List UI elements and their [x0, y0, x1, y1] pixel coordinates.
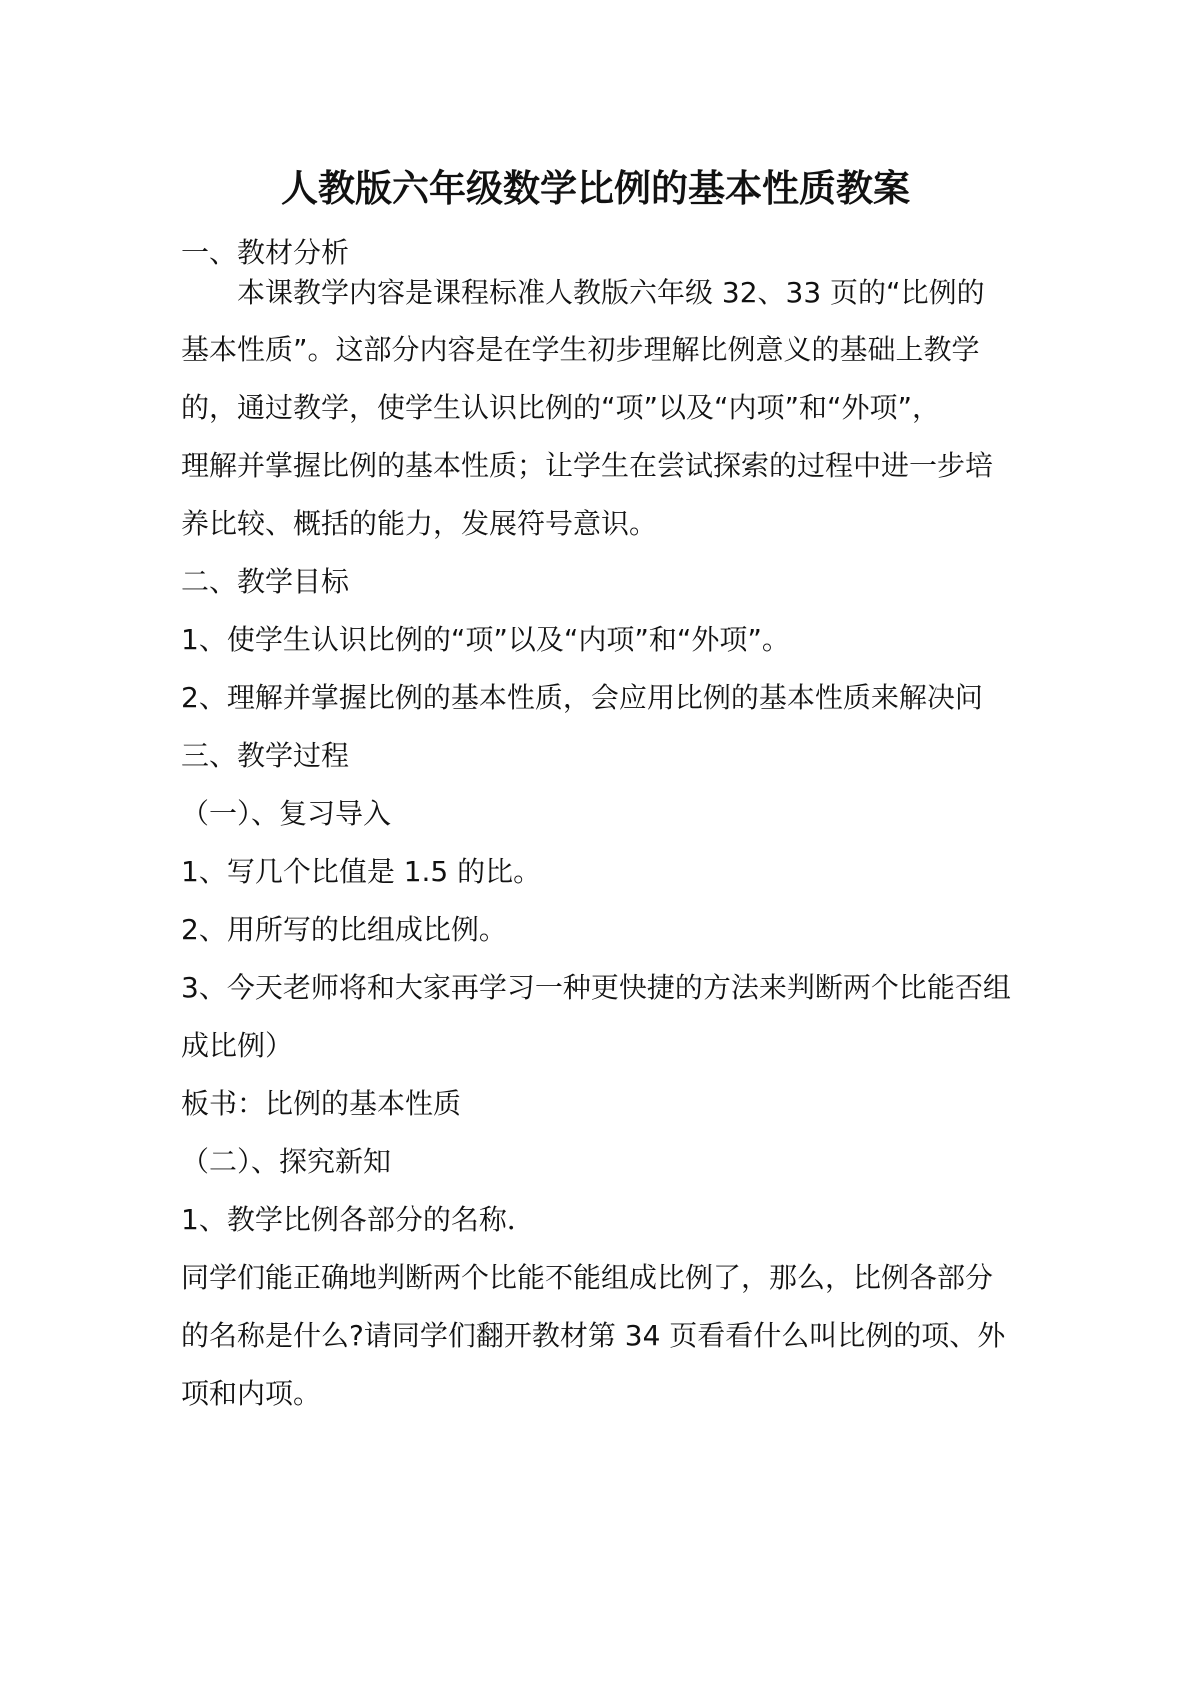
paragraph-line: 的，通过教学，使学生认识比例的“项”以及“内项”和“外项”， — [181, 391, 941, 424]
document-title: 人教版六年级数学比例的基本性质教案 — [281, 167, 910, 210]
list-item: 2、理解并掌握比例的基本性质，会应用比例的基本性质来解决问 — [181, 681, 983, 714]
paragraph-line: 理解并掌握比例的基本性质；让学生在尝试探索的过程中进一步培 — [181, 449, 994, 482]
paragraph-line: 同学们能正确地判断两个比能不能组成比例了，那么，比例各部分 — [181, 1261, 994, 1294]
paragraph-line: 成比例） — [181, 1029, 294, 1062]
paragraph-line: 本课教学内容是课程标准人教版六年级 32、33 页的“比例的 — [237, 276, 985, 309]
section-heading-teaching-goals: 二、教学目标 — [181, 565, 350, 598]
section-heading-textbook-analysis: 一、教材分析 — [181, 236, 350, 269]
paragraph-line: 基本性质”。这部分内容是在学生初步理解比例意义的基础上教学 — [181, 333, 980, 366]
subsection-heading-explore: （二）、探究新知 — [181, 1145, 392, 1178]
blackboard-note: 板书：比例的基本性质 — [181, 1087, 462, 1120]
list-item: 2、用所写的比组成比例。 — [181, 913, 507, 946]
list-item: 3、今天老师将和大家再学习一种更快捷的方法来判断两个比能否组 — [181, 971, 1011, 1004]
paragraph-line: 的名称是什么?请同学们翻开教材第 34 页看看什么叫比例的项、外 — [181, 1319, 1006, 1352]
list-item: 1、写几个比值是 1.5 的比。 — [181, 855, 542, 888]
paragraph-line: 项和内项。 — [181, 1377, 322, 1410]
paragraph-line: 养比较、概括的能力，发展符号意识。 — [181, 507, 658, 540]
list-item: 1、使学生认识比例的“项”以及“内项”和“外项”。 — [181, 623, 790, 656]
section-heading-teaching-process: 三、教学过程 — [181, 739, 350, 772]
list-item: 1、教学比例各部分的名称． — [181, 1203, 535, 1236]
subsection-heading-review: （一）、复习导入 — [181, 797, 392, 830]
